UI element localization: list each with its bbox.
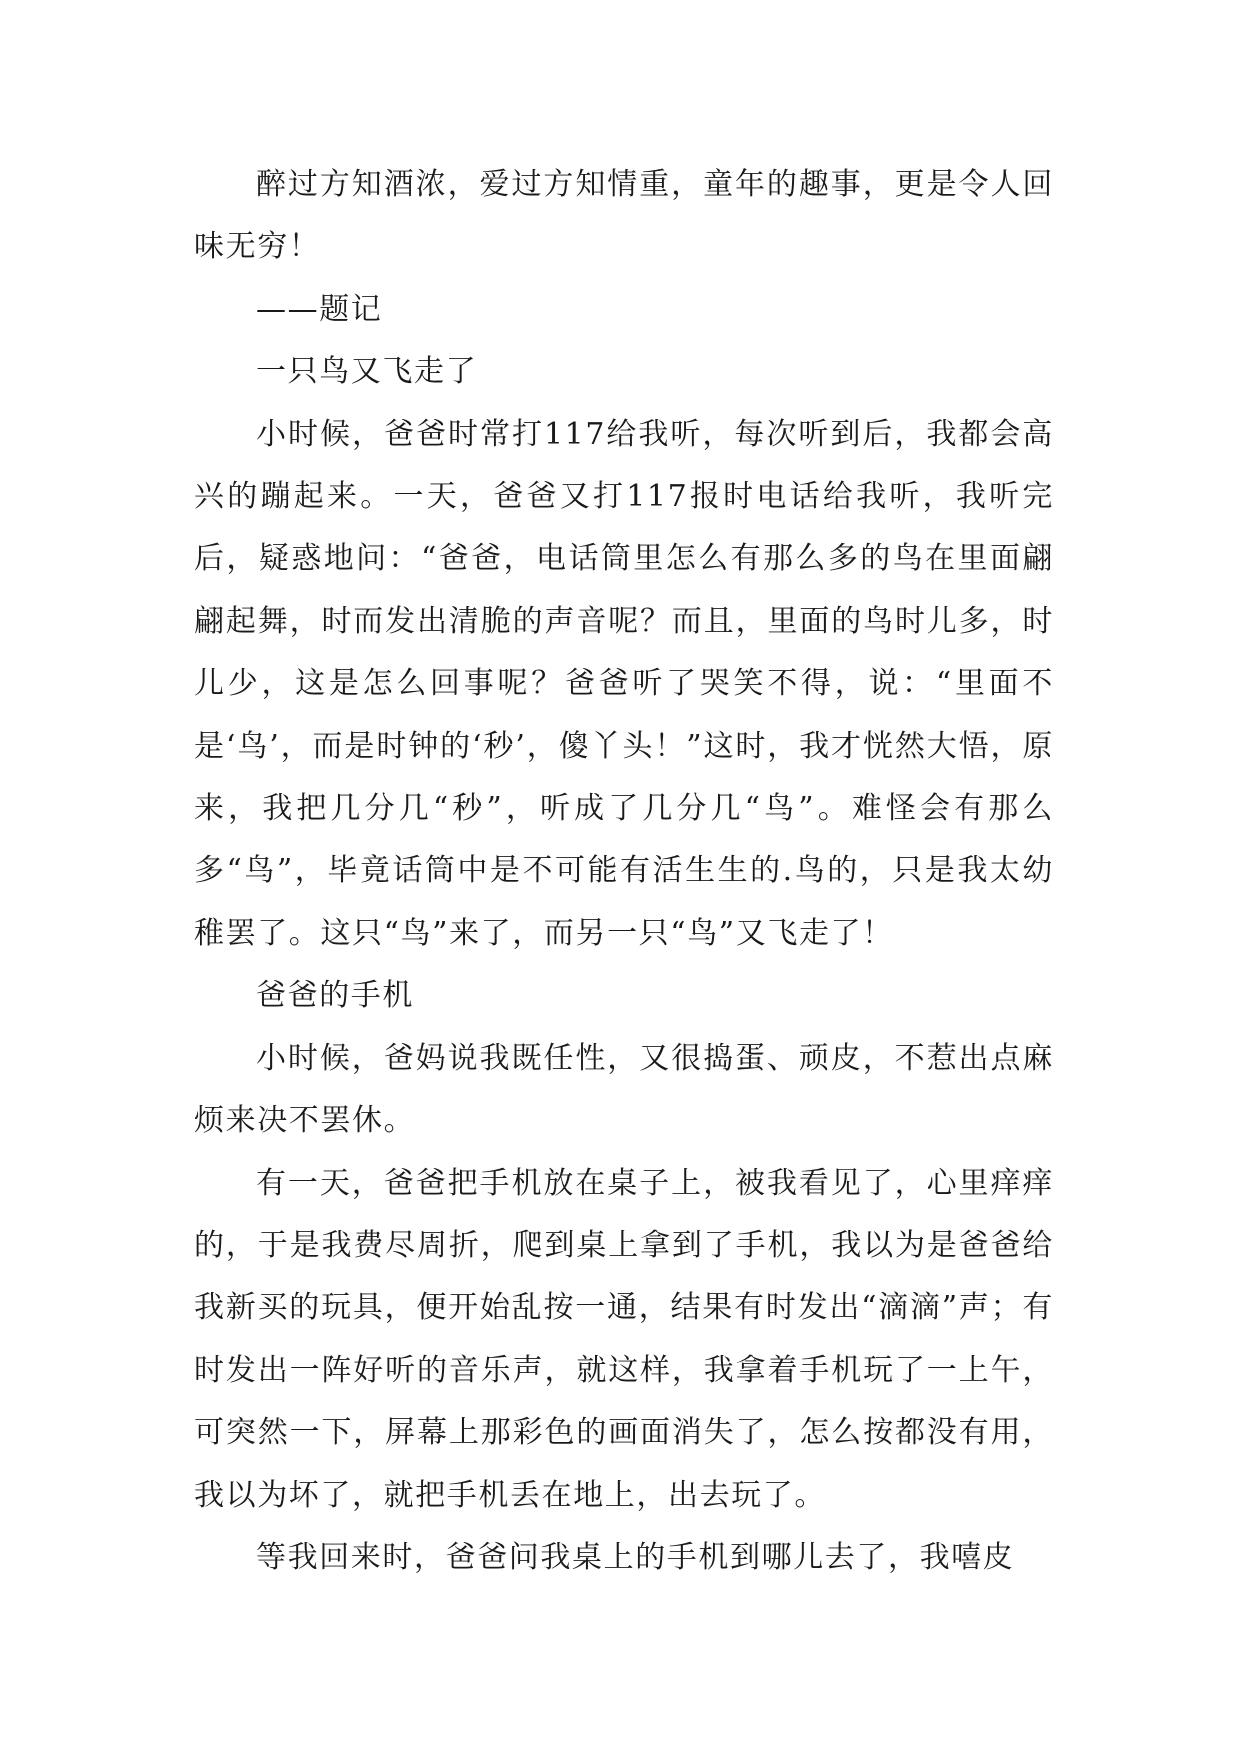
body-paragraph: 小时候，爸爸时常打117给我听，每次听到后，我都会高兴的蹦起来。一天，爸爸又打117报时电话给我听，我听完后，疑惑地问：“爸爸，电话筒里怎么有那么多的鸟在里面翩翩起舞，时而发出清脆的声音呢？而且，里面的鸟时儿多，时儿少，这是怎么回事呢？爸爸听了哭笑不得，说：“里面不是‘鸟’，而是时钟的‘秒’，傻丫头！”这时，我才恍然大悟，原来，我把几分几“秒”，听成了几分几“鸟”。难怪会有那么多“鸟”，毕竟话筒中是不可能有活生生的.鸟的，只是我太幼稚罢了。这只“鸟”来了，而另一只“鸟”又飞走了！ <box>194 416 1054 951</box>
section-heading: 一只鸟又飞走了 <box>256 354 478 390</box>
body-paragraph: 有一天，爸爸把手机放在桌子上，被我看见了，心里痒痒的，于是我费尽周折，爬到桌上拿到了手机，我以为是爸爸给我新买的玩具，便开始乱按一通，结果有时发出“滴滴”声；有时发出一阵好听的音乐声，就这样，我拿着手机玩了一上午，可突然一下，屏幕上那彩色的画面消失了，怎么按都没有用，我以为坏了，就把手机丢在地上，出去玩了。 <box>194 1165 1054 1513</box>
body-paragraph: 等我回来时，爸爸问我桌上的手机到哪儿去了，我嘻皮 <box>256 1539 1015 1575</box>
epigraph-paragraph: 醉过方知酒浓，爱过方知情重，童年的趣事，更是令人回味无穷！ <box>194 167 1054 265</box>
body-paragraph: 小时候，爸妈说我既任性，又很捣蛋、顽皮，不惹出点麻烦来决不罢休。 <box>194 1040 1054 1139</box>
document-page <box>194 154 1054 1589</box>
section-heading: 爸爸的手机 <box>256 978 414 1014</box>
epigraph-attribution: ——题记 <box>256 291 383 327</box>
